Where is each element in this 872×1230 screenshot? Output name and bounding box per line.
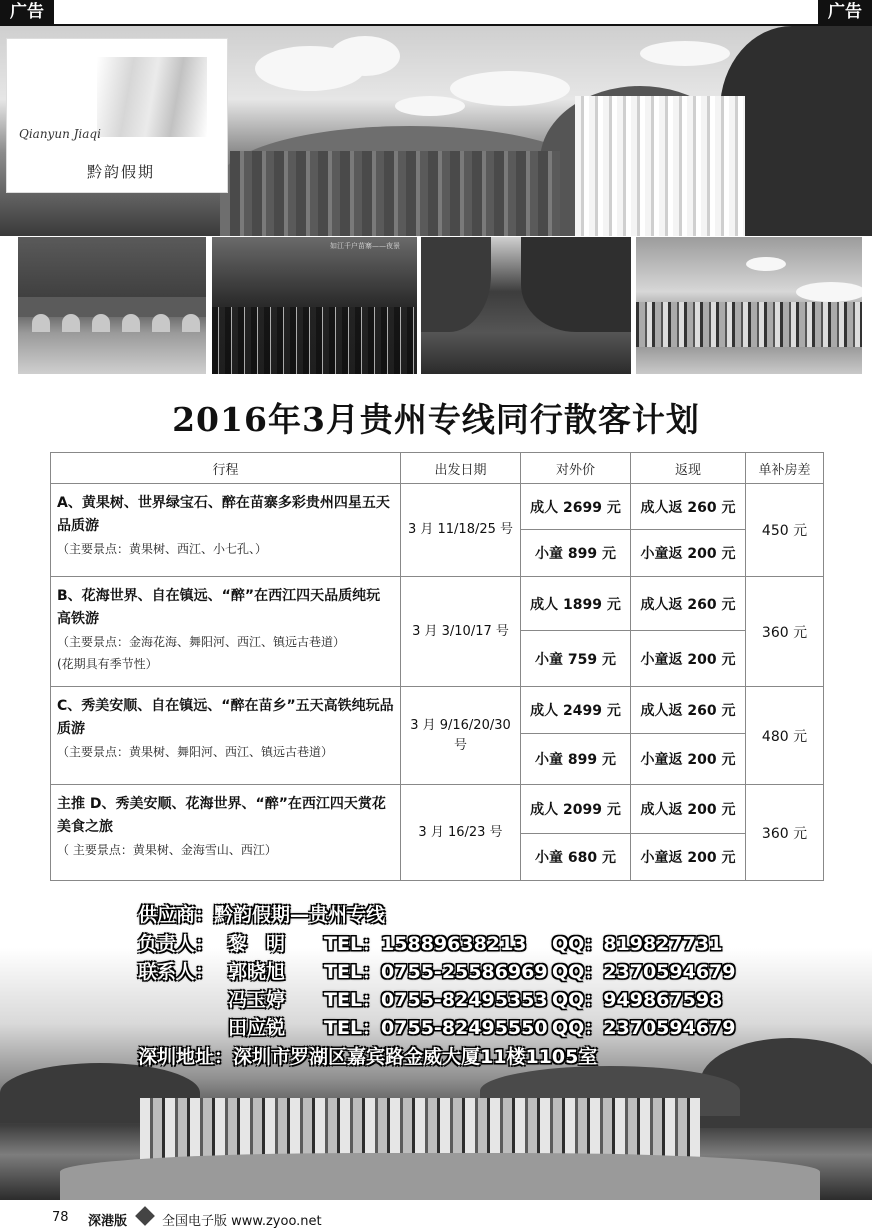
single-supplement: 360 元 [746,785,824,881]
photo-caption: 如江千户苗寨——夜景 [330,242,400,250]
riverside-town [140,1098,700,1160]
col-header-route: 行程 [51,453,401,484]
contact-role: 联系人： [138,961,215,983]
contact-name: 黎 明 [228,933,286,955]
route-spots: （主要景点：黄果树、舞阳河、西江、镇远古巷道） [57,745,334,759]
address-line: 深圳地址：深圳市罗湖区嘉宾路金威大厦11楼1105室 [138,1046,598,1068]
single-supplement: 360 元 [746,577,824,687]
adult-price: 成人 2699 元 [521,484,631,530]
departure-date: 3 月 9/16/20/30 号 [401,687,521,785]
stone-bridge-photo [18,237,206,374]
contact-tel: TEL：0755-82495550 [324,1017,548,1039]
child-price: 小童 759 元 [521,631,631,687]
adult-return: 成人返 260 元 [631,577,746,631]
contact-name: 冯玉婷 [228,989,286,1011]
route-name: 主推 D、秀美安顺、花海世界、“醉”在西江四天赏花美食之旅 [57,796,386,835]
adult-price: 成人 2099 元 [521,785,631,834]
col-header-price: 对外价 [521,453,631,484]
child-return: 小童返 200 元 [631,631,746,687]
child-return: 小童返 200 元 [631,734,746,785]
night-village-photo [212,237,417,374]
contact-qq: QQ：2370594679 [552,1017,736,1039]
logo-english: Qianyun Jiaqi [19,127,101,141]
departure-date: 3 月 3/10/17 号 [401,577,521,687]
child-price: 小童 899 元 [521,734,631,785]
route-cell [51,687,401,785]
table-row [51,484,824,530]
brand-logo [6,38,228,193]
logo-chinese: 黔韵假期 [87,163,156,181]
contact-name: 田应锐 [228,1017,286,1039]
adult-return: 成人返 260 元 [631,687,746,734]
folk-dance-photo [636,237,862,374]
contact-qq: QQ：949867598 [552,989,723,1011]
supplier-line: 供应商：黔韵假期—贵州专线 [138,904,386,926]
page-footer [0,1200,872,1230]
contact-role: 负责人： [138,933,215,955]
route-cell [51,785,401,881]
hero-landscape-photo [0,26,872,236]
child-price: 小童 899 元 [521,530,631,577]
child-price: 小童 680 元 [521,834,631,881]
table-header-row [51,453,824,484]
adult-price: 成人 1899 元 [521,577,631,631]
route-spots: （ 主要景点：黄果树、金海雪山、西江） [57,843,277,857]
contact-tel: TEL：15889638213 [324,933,527,955]
adult-return: 成人返 200 元 [631,785,746,834]
site-link[interactable]: 全国电子版 www.zyoo.net [162,1214,322,1229]
adult-price: 成人 2499 元 [521,687,631,734]
contact-qq: QQ：2370594679 [552,961,736,983]
contact-tel: TEL：0755-25586969 [324,961,548,983]
route-cell [51,577,401,687]
route-spots: （主要景点：金海花海、舞阳河、西江、镇远古巷道） [57,635,346,649]
route-spots: （主要景点：黄果树、西江、小七孔、） [57,542,268,556]
gorge-river-photo [421,237,631,374]
adult-return: 成人返 260 元 [631,484,746,530]
edition-label: 深港版 [88,1214,128,1229]
contact-qq: QQ：819827731 [552,933,723,955]
col-header-single-supplement: 单补房差 [746,453,824,484]
route-cell [51,484,401,577]
waterfall [575,96,745,236]
departure-date: 3 月 11/18/25 号 [401,484,521,577]
route-name: C、秀美安顺、自在镇远、“醉在苗乡”五天高铁纯玩品质游 [57,698,394,737]
ad-tag-left: 广告 [0,0,54,24]
departure-date: 3 月 16/23 号 [401,785,521,881]
route-name: B、花海世界、自在镇远、“醉”在西江四天品质纯玩高铁游 [57,588,381,627]
single-supplement: 480 元 [746,687,824,785]
itinerary-table [50,452,824,881]
edition-badge-icon [135,1206,155,1226]
page-title: 2016年3月贵州专线同行散客计划 [172,400,700,439]
table-row [51,577,824,631]
table-row [51,785,824,834]
river [60,1153,820,1200]
child-return: 小童返 200 元 [631,530,746,577]
table-row [51,687,824,734]
single-supplement: 450 元 [746,484,824,577]
village-rooftops [230,151,560,236]
contact-block [138,900,838,1070]
ad-tag-right: 广告 [818,0,872,24]
route-note: (花期具有季节性） [57,657,158,671]
child-return: 小童返 200 元 [631,834,746,881]
contact-name: 郭晓旭 [228,961,286,983]
col-header-return: 返现 [631,453,746,484]
route-name: A、黄果树、世界绿宝石、醉在苗寨多彩贵州四星五天品质游 [57,495,390,534]
contact-tel: TEL：0755-82495353 [324,989,548,1011]
page-number: 78 [52,1210,69,1225]
col-header-date: 出发日期 [401,453,521,484]
